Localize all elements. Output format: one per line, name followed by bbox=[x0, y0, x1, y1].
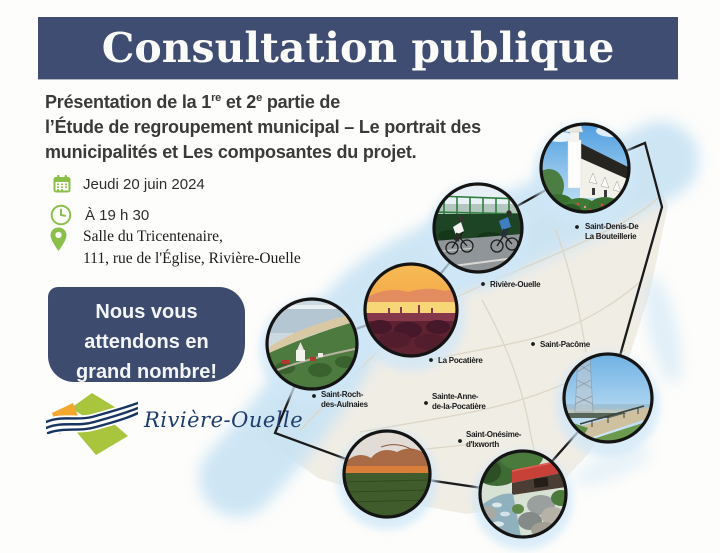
label-bullet-icon bbox=[429, 358, 433, 362]
map-label-saint-roch: Saint-Roch- bbox=[321, 390, 364, 399]
event-time: À 19 h 30 bbox=[85, 206, 150, 224]
event-date: Jeudi 20 juin 2024 bbox=[83, 175, 205, 193]
intro-line2: l’Étude de regroupement municipal – Le portrait des bbox=[45, 117, 481, 137]
label-bullet-icon bbox=[575, 225, 579, 229]
venue-block bbox=[83, 226, 301, 270]
event-time-row bbox=[50, 204, 149, 226]
intro-seg2: et 2 bbox=[221, 92, 257, 112]
callout-line-2: attendons en bbox=[84, 331, 209, 353]
callout-line-1: Nous vous bbox=[95, 301, 198, 323]
map-label-saint-denis-2: La Bouteillerie bbox=[585, 232, 637, 241]
callout-box bbox=[48, 287, 245, 382]
map-label-saint-onesime-2: d'Ixworth bbox=[466, 440, 499, 449]
intro-line1 bbox=[45, 92, 340, 112]
callout-line-3: grand nombre! bbox=[75, 361, 218, 383]
intro-sup1: re bbox=[211, 92, 222, 104]
intro-seg1: Présentation de la 1 bbox=[45, 92, 212, 112]
clock-icon bbox=[50, 204, 72, 226]
intro-seg3: partie de bbox=[262, 92, 341, 112]
map-label-sainte-anne-2: de-la-Pocatière bbox=[432, 402, 486, 411]
venue-address: 111, rue de l'Église, Rivière-Ouelle bbox=[83, 250, 301, 267]
label-bullet-icon bbox=[424, 401, 428, 405]
logo-diamond-icon bbox=[46, 392, 138, 456]
map-label-riviere-ouelle: Rivière-Ouelle bbox=[490, 280, 541, 289]
map-label-la-pocatiere: La Pocatière bbox=[438, 356, 483, 365]
map-label-saint-pacome: Saint-Pacôme bbox=[540, 340, 590, 349]
intro-text bbox=[45, 86, 535, 165]
municipality-logo bbox=[46, 392, 303, 456]
calendar-icon bbox=[52, 174, 72, 194]
page-title: Consultation publique bbox=[101, 24, 615, 72]
map-label-saint-denis: Saint-Denis-De bbox=[585, 222, 639, 231]
map-label-saint-onesime: Saint-Onésime- bbox=[466, 430, 522, 439]
label-bullet-icon bbox=[458, 439, 462, 443]
event-date-row bbox=[52, 174, 205, 194]
event-location-row bbox=[50, 227, 67, 257]
label-bullet-icon bbox=[531, 342, 535, 346]
intro-sup2: e bbox=[256, 92, 263, 104]
label-bullet-icon bbox=[312, 394, 316, 398]
map-label-saint-roch-2: des-Aulnaies bbox=[321, 400, 368, 409]
map-label-sainte-anne: Sainte-Anne- bbox=[432, 392, 479, 401]
intro-line3: municipalités et Les composantes du projet. bbox=[45, 142, 417, 162]
venue-name: Salle du Tricentenaire, bbox=[83, 228, 223, 245]
poster-banner bbox=[38, 17, 678, 79]
logo-wordmark: Rivière-Ouelle bbox=[144, 408, 304, 432]
location-pin-icon bbox=[50, 227, 67, 252]
label-bullet-icon bbox=[481, 282, 485, 286]
